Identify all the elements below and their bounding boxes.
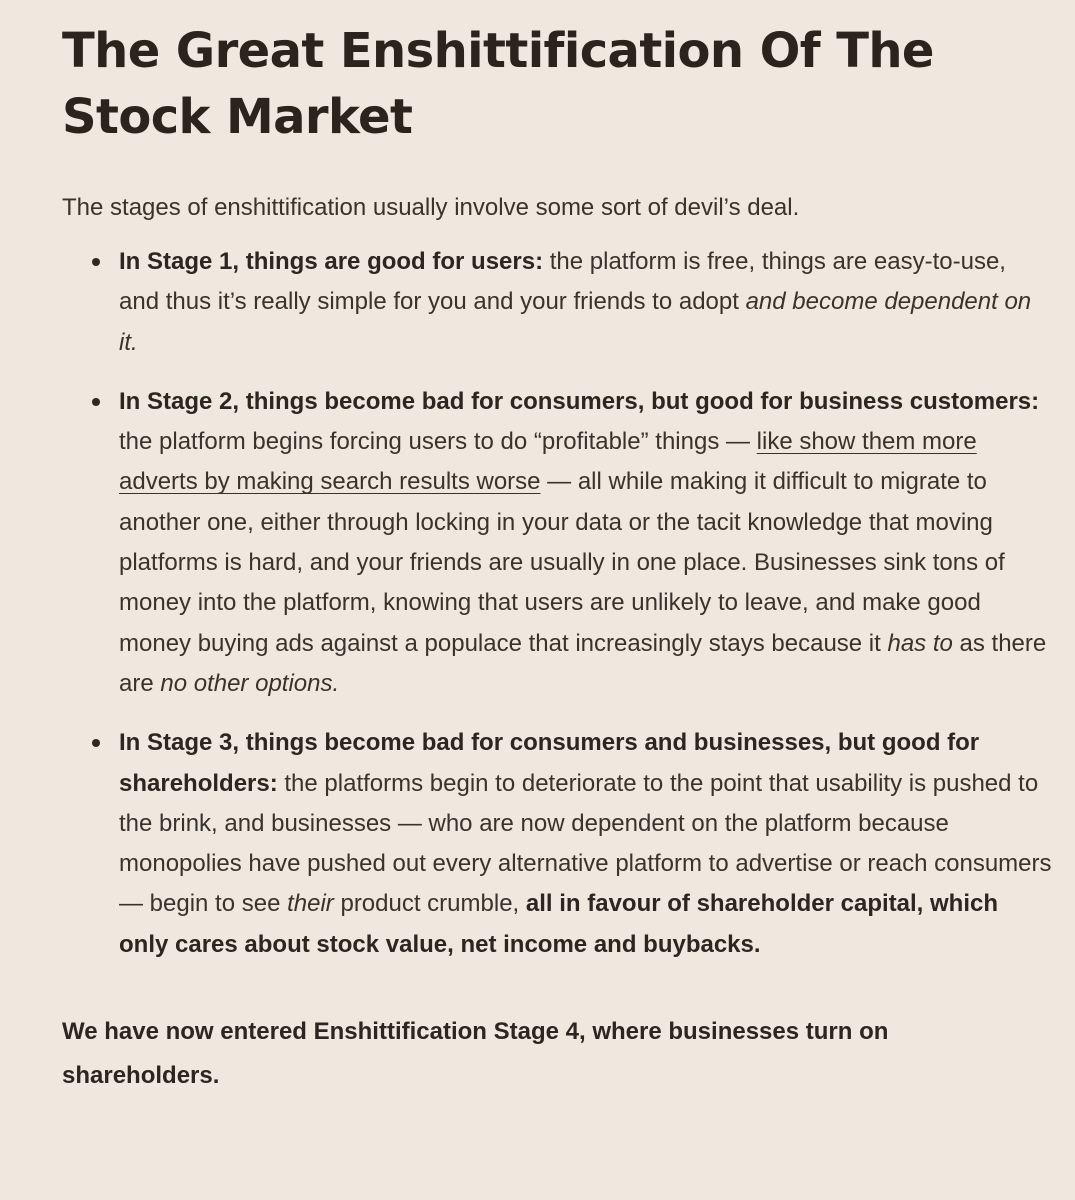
article [62, 18, 1052, 1098]
bullet-icon [92, 258, 100, 266]
stage-2-emphasis-2: no other options. [160, 669, 340, 697]
bullet-icon [92, 398, 100, 406]
stage-1-emphasis: and become dependent on it. [119, 288, 1032, 356]
bullet-icon [92, 739, 100, 747]
stage-2-lead: In Stage 2, things become bad for consumers, but good for business customers: [119, 387, 1040, 415]
stage-2-emphasis-1: has to [887, 629, 953, 657]
stage-3-strong-end: all in favour of shareholder capital, which only cares about stock value, net income and buybacks. [119, 890, 998, 958]
intro-paragraph: The stages of enshittification usually involve some sort of devil’s deal. [62, 194, 800, 221]
stage-1-lead: In Stage 1, things are good for users: [119, 248, 544, 275]
stage-3-emphasis: their [287, 890, 334, 918]
list-item-stage-2 [62, 382, 1052, 704]
article-title: The Great Enshittification Of The Stock Market [62, 23, 934, 145]
list-item-stage-3 [62, 723, 1052, 965]
stage-1-text: the platform is free, things are easy-to-use, and thus it’s really simple for you and your friends to adopt [119, 248, 1006, 316]
stage-2-text-1: the platform begins forcing users to do “profitable” things — [119, 428, 757, 456]
conclusion-paragraph: We have now entered Enshittification Stage 4, where businesses turn on shareholders. [62, 1018, 889, 1090]
search-results-link[interactable]: like show them more adverts by making search results worse [119, 428, 977, 496]
list-item-stage-1 [62, 242, 1052, 363]
stage-3-text-2: product crumble, [333, 890, 526, 918]
stage-3-lead: In Stage 3, things become bad for consumers and businesses, but good for shareholders: [119, 729, 980, 797]
stage-2-text-3: as there are [119, 629, 1047, 697]
stage-2-text-2: — all while making it difficult to migrate to another one, either through locking in your data or the tacit knowledge that moving platforms is hard, and your friends are usually in one place. Businesses sink tons of money into the platform, knowing that users are unlikely to leave, and make good money buying ads against a populace that increasingly stays because it [119, 468, 1005, 657]
stages-list [62, 242, 1052, 965]
stage-3-text-1: the platforms begin to deteriorate to the point that usability is pushed to the brink, and businesses — who are now dependent on the platform because monopolies have pushed out every alternative platform to advertise or reach consumers — begin to see [119, 769, 1052, 918]
